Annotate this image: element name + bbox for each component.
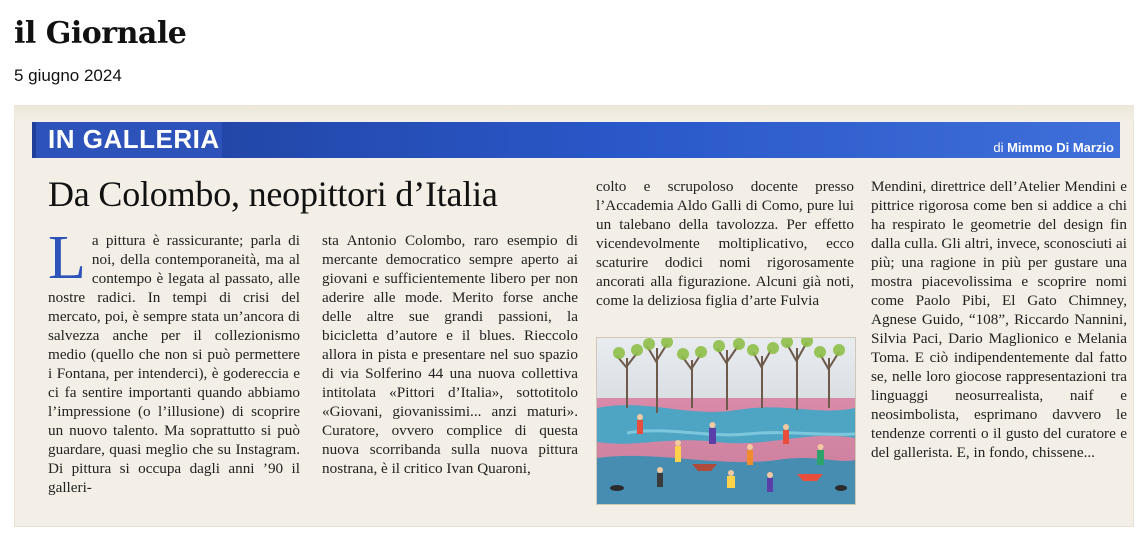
byline-author: Mimmo Di Marzio [1007,140,1114,155]
headline: Da Colombo, neopittori d’Italia [48,174,498,214]
article-column-1 [48,224,300,497]
masthead: il Giornale [14,16,187,51]
byline [993,140,1114,155]
article-column-2: sta Antonio Colombo, raro esempio di mercante democratico sempre aperto ai giovani e sufficientemente libero per non aderire alle mode. Merito forse anche delle altre sue grandi passioni, la bicicletta d’autore e il blues. Rieccolo allora in pista e presentare nel suo spazio di via Solferino 44 una nuova collettiva intitolata «Pittori d’Italia», sottotitolo «Giovani, giovanissimi... anzi maturi». Curatore, ovvero complice di questa nuova scorribanda sulla nuova pittura nostrana, è il critico Ivan Quaroni, [322,232,578,477]
byline-prefix: di [993,140,1004,155]
section-title: IN GALLERIA [48,124,220,154]
article-text-1: a pittura è rassicurante; parla di noi, della contemporaneità, ma al contempo è legata al passato, alle nostre radici. In tempi di crisi del mercato, poi, è sempre stata un’ancora di salvezza anche per il collezionismo medio (quello che non si può permettere i Fontana, per intenderci), è godereccia e ci fa sentire importanti quando abbiamo l’impressione (o l’illusione) di scoprire un nuovo talento. Ma soprattutto si può guardare, quasi meglio che su Instagram. Di pittura si occupa dagli anni ’90 il galleri- [48,232,300,496]
drop-cap: L [48,224,86,292]
publication-date: 5 giugno 2024 [14,66,122,85]
painting-illustration [597,338,855,504]
bleed-through [14,105,1134,121]
article-column-3: colto e scrupoloso docente presso l’Accademia Aldo Galli di Como, pure lui un talebano della tavolozza. Per effetto vicendevolmente moltiplicativo, ecco scaturire dodici nomi rigorosamente ancorati alla figurazione. Alcuni già noti, come la deliziosa figlia d’arte Fulvia [596,178,854,309]
article-column-4: Mendini, direttrice dell’Atelier Mendini e pittrice rigorosa come ben si addice a chi ha respirato le geometrie del design fin dalla culla. Gli altri, invece, sconosciuti ai più; una ragione in più per gustare una mostra piacevolissima e scoprire nomi come Paolo Pibi, El Gato Chimney, Agnese Guido, “108”, Riccardo Nannini, Silvia Paci, Dario Maglionico e Melania Toma. E ciò indipendentemente dal fatto se, nelle loro giocose rappresentazioni tra linguaggi neosurrealista, naif e neosimbolista, esprimano davvero le tendenze correnti o il gusto del curatore e del gallerista. E, in fondo, chissene... [871,178,1127,461]
artwork-image [596,337,856,505]
